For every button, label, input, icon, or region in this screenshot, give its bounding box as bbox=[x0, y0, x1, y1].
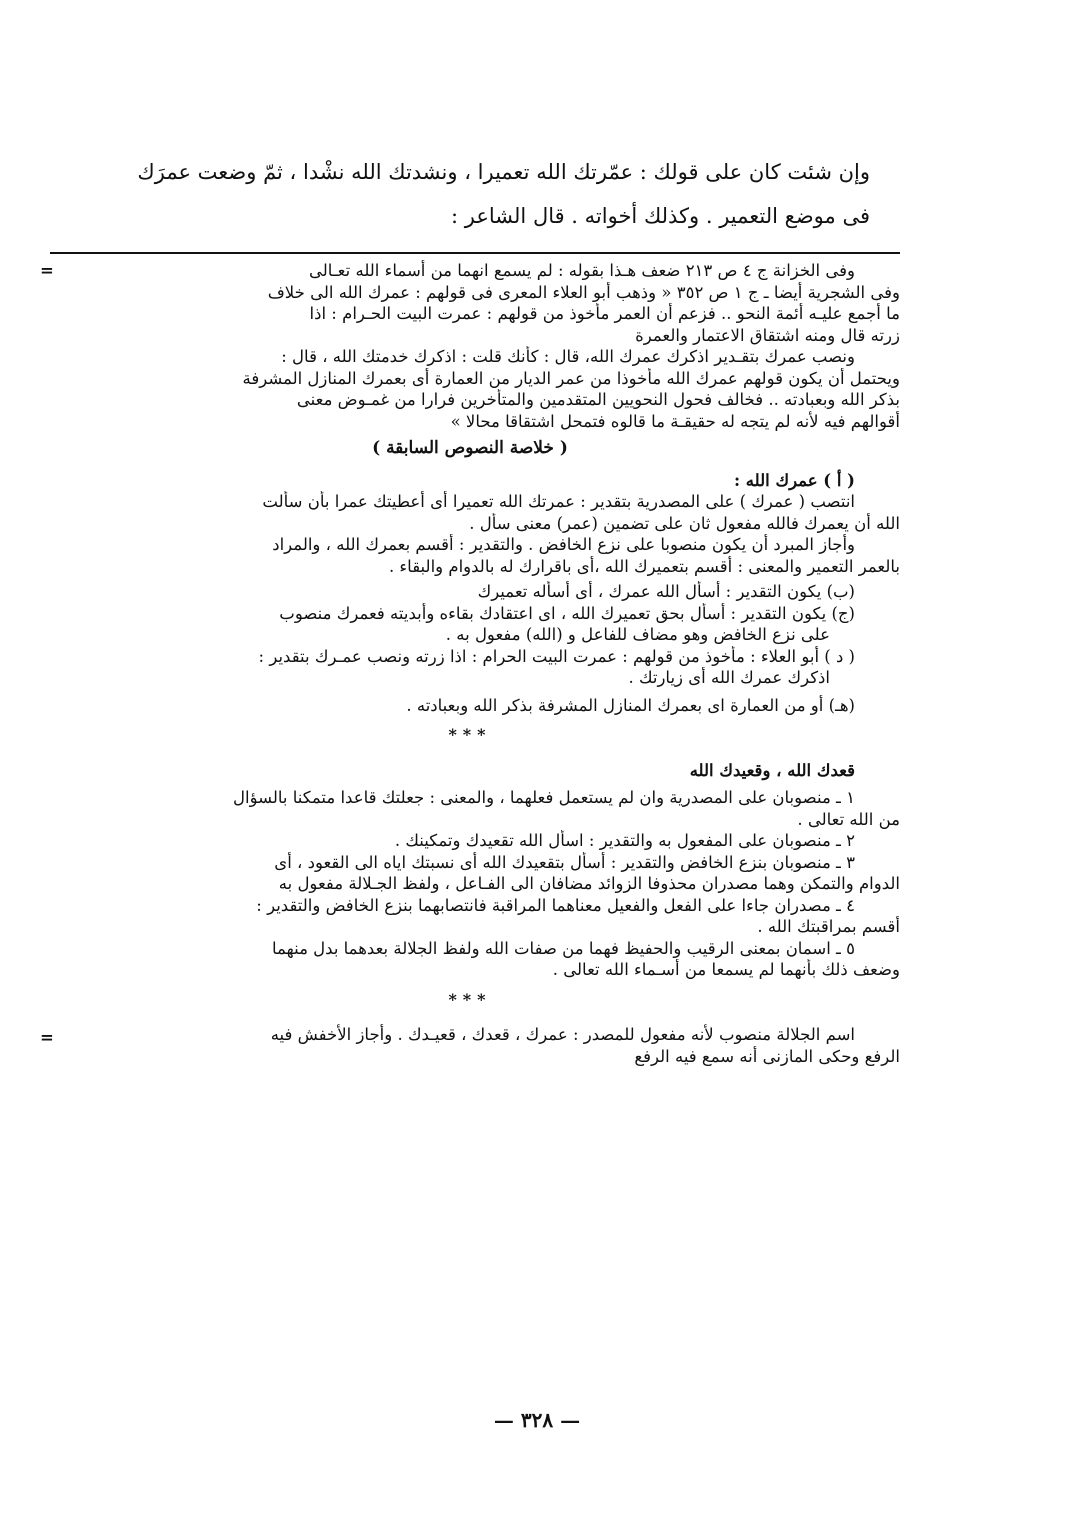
section-b-line: الدوام والتمكن وهما مصدران محذوفا الزوائد مضافان الى الفـاعل ، ولفظ الجـلالة مفعول به bbox=[278, 874, 900, 893]
section-b-title: قعدك الله ، وقعيدك الله bbox=[689, 760, 855, 780]
footnote-divider bbox=[50, 252, 900, 254]
end-mark: = bbox=[40, 1028, 54, 1047]
page-number: — ٣٢٨ — bbox=[493, 1408, 581, 1432]
footnote-line: زرته قال ومنه اشتقاق الاعتمار والعمرة bbox=[635, 325, 900, 345]
footnote-line: ما أجمع عليـه أئمة النحو .. فزعم أن العمر مأخوذ من قولهم : عمرت البيت الحـرام : اذا bbox=[309, 304, 900, 323]
final-line: الرفع وحكى المازنى أنه سمع فيه الرفع bbox=[634, 1046, 900, 1066]
section-a-line: الله أن يعمرك فالله مفعول ثان على تضمين (عمر) معنى سأل . bbox=[469, 513, 900, 533]
section-item: اذكرك عمرك الله أى زيارتك . bbox=[628, 668, 830, 687]
page-body bbox=[40, 150, 900, 1066]
section-item: ( د ) أبو العلاء : مأخوذ من قولهم : عمرت البيت الحرام : اذا زرته ونصب عمـرك بتقدير : bbox=[258, 646, 855, 666]
main-text bbox=[40, 150, 900, 238]
footnote-line: وفى الشجرية أيضا ـ ج ١ ص ٣٥٢ « وذهب أبو العلاء المعرى فى قولهم : عمرك الله الى خلاف bbox=[267, 282, 900, 302]
section-a-line: انتصب ( عمرك ) على المصدرية بتقدير : عمرتك الله تعميرا أى أعطيتك عمرا بأن سألت bbox=[262, 492, 855, 511]
section-a-line: بالعمر التعمير والمعنى : أقسم بتعميرك الله ،أى باقرارك له بالدوام والبقاء . bbox=[388, 556, 900, 576]
footnote-line: ونصب عمرك بتقـدير اذكرك عمرك الله، قال : كأنك قلت : اذكرك خدمتك الله ، قال : bbox=[281, 347, 855, 366]
section-b-line: ٥ ـ اسمان بمعنى الرقيب والحفيظ فهما من صفات الله ولفظ الجلالة بعدهما بدل منهما bbox=[271, 938, 855, 958]
section-a-line: وأجاز المبرد أن يكون منصوبا على نزع الخافض . والتقدير : أقسم بعمرك الله ، والمراد bbox=[272, 535, 855, 554]
main-line-2: فى موضع التعمير . وكذلك أخواته . قال الشاعر : bbox=[451, 204, 870, 228]
footnotes bbox=[40, 260, 900, 1066]
section-item: (ج) يكون التقدير : أسأل بحق تعميرك الله ، اى اعتقادك بقاءه وأبديته فعمرك منصوب bbox=[279, 603, 855, 623]
summary-heading: ( خلاصة النصوص السابقة ) bbox=[372, 438, 568, 458]
main-line-1: وإن شئت كان على قولك : عمّرتك الله تعميرا ، ونشدتك الله نشْدا ، ثمّ وضعت عمرَك bbox=[137, 160, 870, 184]
section-item: (هـ) أو من العمارة اى بعمرك المنازل المشرفة بذكر الله وبعبادته . bbox=[406, 695, 855, 715]
footnote-line: أقوالهم فيه لأنه لم يتجه له حقيقـة ما قالوه فتمحل اشتقاقا محالا » bbox=[450, 411, 900, 431]
section-item: (ب) يكون التقدير : أسأل الله عمرك ، أى أسأله تعميرك bbox=[477, 582, 855, 601]
section-b-line: ١ ـ منصوبان على المصدرية وان لم يستعمل فعلهما ، والمعنى : جعلتك قاعدا متمكنا بالسؤال bbox=[233, 788, 855, 807]
footnote-mark: = bbox=[40, 261, 54, 280]
separator-stars: *** bbox=[448, 989, 492, 1009]
section-b-line: من الله تعالى . bbox=[797, 809, 900, 829]
section-b-line: ٢ ـ منصوبان على المفعول به والتقدير : اسأل الله تقعيدك وتمكينك . bbox=[394, 831, 855, 850]
section-b-line: أقسم بمراقبتك الله . bbox=[757, 917, 900, 936]
section-item: على نزع الخافض وهو مضاف للفاعل و (الله) مفعول به . bbox=[445, 625, 830, 644]
footnote-line: وفى الخزانة ج ٤ ص ٢١٣ ضعف هـذا بقوله : لم يسمع انهما من أسماء الله تعـالى bbox=[309, 261, 855, 280]
section-b-line: وضعف ذلك بأنهما لم يسمعا من أسـماء الله تعالى . bbox=[552, 960, 900, 979]
final-line: اسم الجلالة منصوب لأنه مفعول للمصدر : عمرك ، قعدك ، قعيـدك . وأجاز الأخفش فيه bbox=[270, 1025, 855, 1044]
footnote-line: بذكر الله وبعبادته .. فخالف فحول النحويين المتقدمين والمتأخرين فرارا من غمـوض معنى bbox=[296, 390, 900, 409]
section-b-line: ٤ ـ مصدران جاءا على الفعل والفعيل معناهما المراقبة فانتصابهما بنزع الخافض والتقدير : bbox=[256, 895, 855, 915]
separator-stars: *** bbox=[448, 725, 492, 744]
section-b-line: ٣ ـ منصوبان بنزع الخافض والتقدير : أسأل بتقعيدك الله أى نسبتك اياه الى القعود ، أى bbox=[274, 852, 855, 872]
section-a-title: ( أ ) عمرك الله : bbox=[733, 470, 855, 490]
footnote-line: ويحتمل أن يكون قولهم عمرك الله مأخوذا من عمر الديار من العمارة أى بعمرك المنازل المشرفة bbox=[242, 368, 900, 388]
